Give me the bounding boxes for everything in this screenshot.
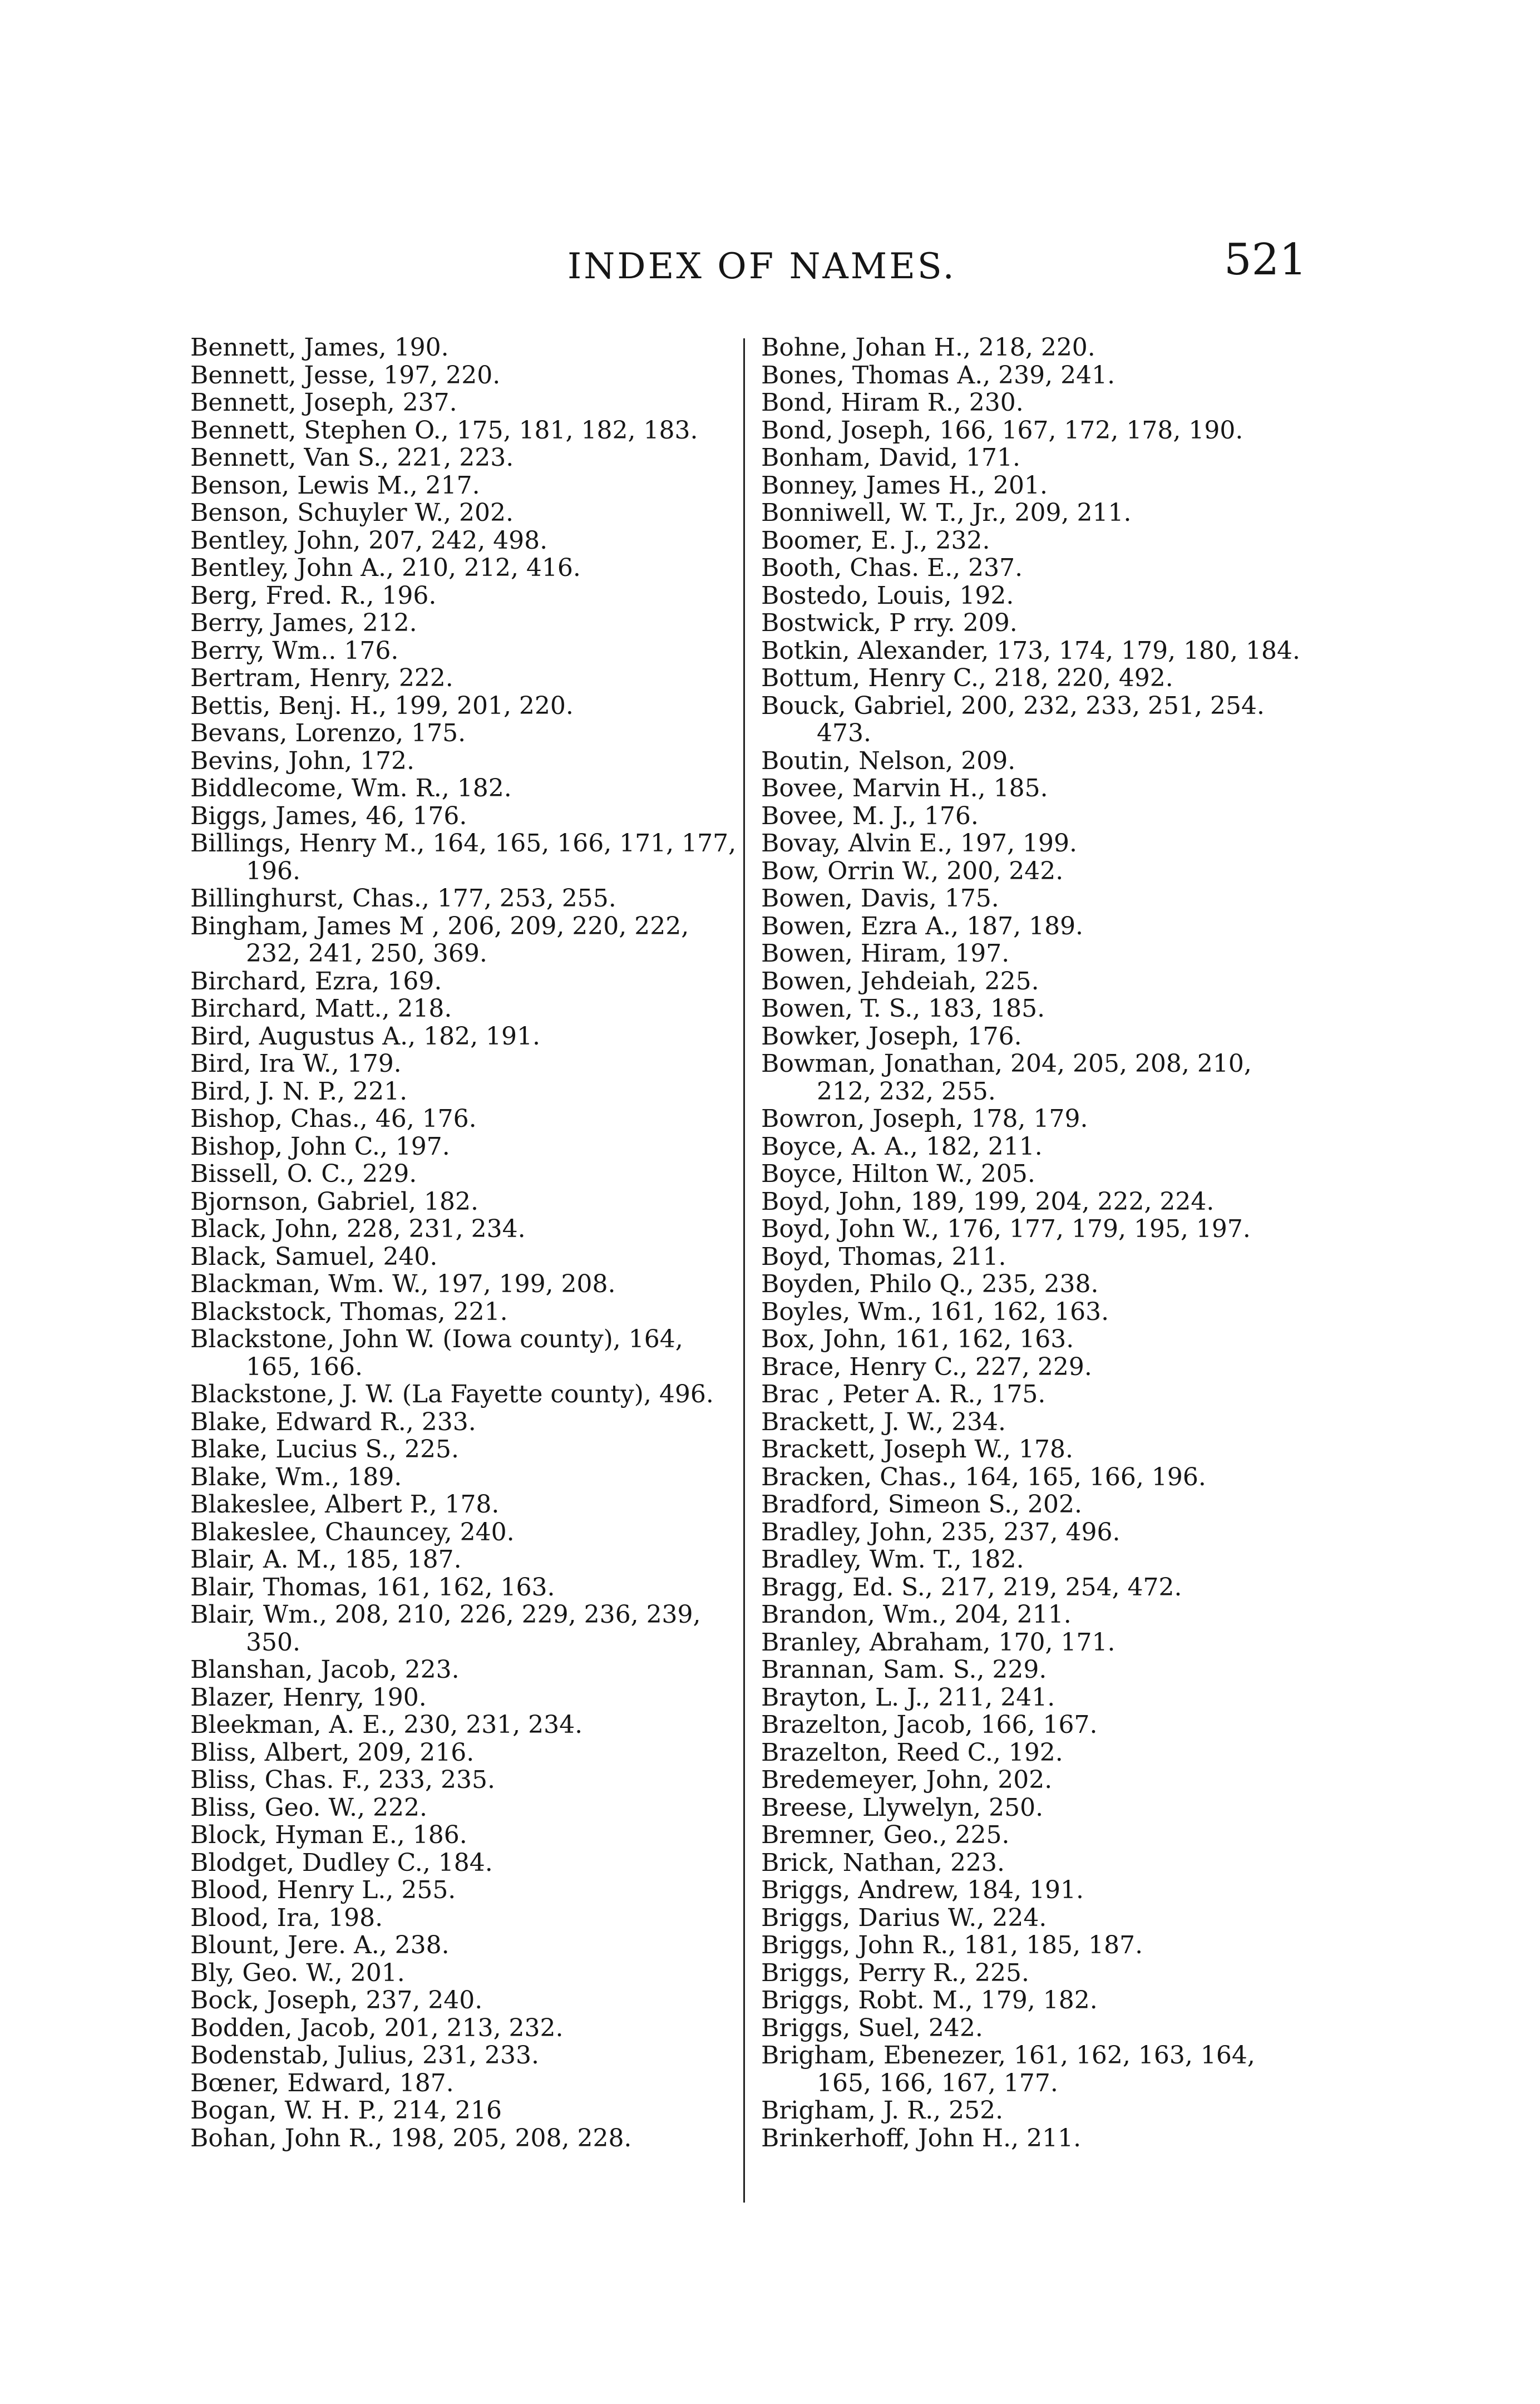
index-entry: Bishop, Chas., 46, 176. [190,1105,477,1133]
index-entry: Blazer, Henry, 190. [190,1683,427,1712]
index-entry: Bremner, Geo., 225. [761,1821,1010,1849]
index-entry: Bones, Thomas A., 239, 241. [761,361,1115,390]
index-entry: Bradford, Simeon S., 202. [761,1490,1083,1519]
index-entry: Blood, Henry L., 255. [190,1876,456,1904]
index-entry: Bowker, Joseph, 176. [761,1022,1022,1051]
index-entry: Bovee, M. J., 176. [761,801,979,830]
index-entry: Boyd, John W., 176, 177, 179, 195, 197. [761,1215,1251,1243]
index-entry: Boomer, E. J., 232. [761,526,990,555]
index-entry: Bowman, Jonathan, 204, 205, 208, 210, 212, 232, 255. [761,1050,1252,1106]
index-entry: Blackman, Wm. W., 197, 199, 208. [190,1270,616,1298]
index-entry: Boutin, Nelson, 209. [761,746,1016,775]
index-entry: Bostedo, Louis, 192. [761,581,1014,610]
index-entry: Briggs, John R., 181, 185, 187. [761,1931,1143,1959]
index-entry: Brinkerhoff, John H., 211. [761,2124,1082,2152]
index-entry: Bliss, Chas. F., 233, 235. [190,1766,495,1794]
index-entry: Bredemeyer, John, 202. [761,1766,1053,1794]
index-entry: Brace, Henry C., 227, 229. [761,1352,1092,1381]
index-entry: Bird, Augustus A., 182, 191. [190,1022,541,1051]
index-entry: Briggs, Perry R., 225. [761,1958,1029,1987]
index-entry: Blood, Ira, 198. [190,1903,383,1932]
index-entry: Briggs, Suel, 242. [761,2013,983,2042]
index-entry: Bottum, Henry C., 218, 220, 492. [761,664,1173,692]
index-entry: Blair, Wm., 208, 210, 226, 229, 236, 239, 350. [190,1600,701,1657]
index-entry: Blake, Wm., 189. [190,1462,402,1491]
index-entry: Branley, Abraham, 170, 171. [761,1628,1115,1657]
index-entry: Birchard, Matt., 218. [190,994,452,1023]
index-entry: Birchard, Ezra, 169. [190,967,442,996]
index-entry: Bond, Joseph, 166, 167, 172, 178, 190. [761,416,1243,445]
index-entry: Bennett, Joseph, 237. [190,388,457,417]
index-entry: Blount, Jere. A., 238. [190,1931,450,1959]
index-entry: Bragg, Ed. S., 217, 219, 254, 472. [761,1573,1182,1602]
index-entry: Brazelton, Jacob, 166, 167. [761,1711,1098,1739]
index-entry: Brigham, Ebenezer, 161, 162, 163, 164, 165, 166, 167, 177. [761,2041,1255,2097]
index-entry: Brigham, J. R., 252. [761,2096,1004,2125]
index-entry: Brac , Peter A. R., 175. [761,1380,1046,1408]
index-entry: Bennett, Jesse, 197, 220. [190,361,501,390]
index-entry: Bogan, W. H. P., 214, 216 [190,2096,502,2125]
index-entry: Bradley, John, 235, 237, 496. [761,1518,1121,1546]
index-entry: Blair, Thomas, 161, 162, 163. [190,1573,555,1602]
index-entry: Bentley, John, 207, 242, 498. [190,526,548,555]
index-entry: Brayton, L. J., 211, 241. [761,1683,1055,1712]
index-entry: Bennett, Stephen O., 175, 181, 182, 183. [190,416,698,445]
index-entry: Blake, Lucius S., 225. [190,1435,459,1464]
index-entry: Bliss, Geo. W., 222. [190,1793,427,1822]
index-entry: Brannan, Sam. S., 229. [761,1656,1047,1684]
index-entry: Bostwick, P rry. 209. [761,609,1018,637]
index-entry: Bœner, Edward, 187. [190,2068,454,2097]
index-entry: Brackett, Joseph W., 178. [761,1435,1073,1464]
index-entry: Bond, Hiram R., 230. [761,388,1024,417]
index-entry: Booth, Chas. E., 237. [761,554,1023,582]
index-entry: Bohne, Johan H., 218, 220. [761,333,1095,362]
index-entry: Bock, Joseph, 237, 240. [190,1986,483,2014]
index-entry: Blakeslee, Albert P., 178. [190,1490,500,1519]
index-entry: Breese, Llywelyn, 250. [761,1793,1044,1822]
index-entry: Biggs, James, 46, 176. [190,801,467,830]
index-entry: Billings, Henry M., 164, 165, 166, 171, 177, 196. [190,829,737,885]
index-entry: Blackstone, John W. (Iowa county), 164, 165, 166. [190,1325,683,1381]
index-entry: Bradley, Wm. T., 182. [761,1545,1024,1574]
index-entry: Bowen, Davis, 175. [761,884,999,913]
index-entry: Berg, Fred. R., 196. [190,581,437,610]
index-entry: Bonniwell, W. T., Jr., 209, 211. [761,499,1132,527]
index-entry: Billinghurst, Chas., 177, 253, 255. [190,884,616,913]
index-entry: Boyd, John, 189, 199, 204, 222, 224. [761,1187,1215,1216]
index-entry: Bevins, John, 172. [190,746,414,775]
index-entry: Bowen, T. S., 183, 185. [761,994,1045,1023]
index-entry: Blackstone, J. W. (La Fayette county), 496. [190,1380,714,1408]
index-entry: Black, Samuel, 240. [190,1242,438,1271]
index-entry: Bird, J. N. P., 221. [190,1077,408,1106]
index-entry: Bertram, Henry, 222. [190,664,453,692]
index-entry: Brazelton, Reed C., 192. [761,1738,1063,1767]
index-entry: Bonney, James H., 201. [761,471,1048,500]
index-entry: Brackett, J. W., 234. [761,1407,1006,1436]
index-entry: Bly, Geo. W., 201. [190,1958,405,1987]
index-entry: Bennett, Van S., 221, 223. [190,444,514,472]
index-entry: Box, John, 161, 162, 163. [761,1325,1074,1353]
index-entry: Bishop, John C., 197. [190,1132,450,1161]
index-entry: Bovay, Alvin E., 197, 199. [761,829,1078,858]
index-entry: Boyles, Wm., 161, 162, 163. [761,1297,1109,1326]
index-entry: Blake, Edward R., 233. [190,1407,476,1436]
index-entry: Bjornson, Gabriel, 182. [190,1187,478,1216]
index-entry: Block, Hyman E., 186. [190,1821,467,1849]
index-column-right [761,334,1312,2152]
index-entry: Bissell, O. C., 229. [190,1160,417,1188]
index-entry: Briggs, Robt. M., 179, 182. [761,1986,1098,2014]
index-entry: Berry, Wm.. 176. [190,636,399,665]
page-number: 521 [1224,235,1307,285]
index-entry: Bow, Orrin W., 200, 242. [761,856,1064,885]
index-entry: Bowen, Hiram, 197. [761,939,1010,968]
index-entry: Blair, A. M., 185, 187. [190,1545,462,1574]
index-entry: Bracken, Chas., 164, 165, 166, 196. [761,1462,1206,1491]
index-entry: Biddlecome, Wm. R., 182. [190,774,512,802]
index-entry: Boyce, Hilton W., 205. [761,1160,1035,1188]
index-entry: Benson, Schuyler W., 202. [190,499,514,527]
index-entry: Bowen, Ezra A., 187, 189. [761,912,1084,940]
index-entry: Black, John, 228, 231, 234. [190,1215,526,1243]
index-entry: Brick, Nathan, 223. [761,1848,1005,1877]
index-entry: Boyd, Thomas, 211. [761,1242,1006,1271]
index-entry: Bowron, Joseph, 178, 179. [761,1105,1088,1133]
index-entry: Bliss, Albert, 209, 216. [190,1738,475,1767]
index-entry: Bowen, Jehdeiah, 225. [761,967,1039,996]
index-entry: Bentley, John A., 210, 212, 416. [190,554,581,582]
index-entry: Bevans, Lorenzo, 175. [190,719,466,747]
index-entry: Bovee, Marvin H., 185. [761,774,1048,802]
index-entry: Boyce, A. A., 182, 211. [761,1132,1043,1161]
index-entry: Blakeslee, Chauncey, 240. [190,1518,515,1546]
index-entry: Benson, Lewis M., 217. [190,471,480,500]
index-entry: Bodenstab, Julius, 231, 233. [190,2041,539,2070]
index-entry: Blanshan, Jacob, 223. [190,1656,460,1684]
index-entry: Bird, Ira W., 179. [190,1050,402,1078]
index-entry: Blodget, Dudley C., 184. [190,1848,493,1877]
index-entry: Botkin, Alexander, 173, 174, 179, 180, 184. [761,636,1300,665]
index-entry: Bingham, James M , 206, 209, 220, 222, 232, 241, 250, 369. [190,912,689,968]
index-entry: Bohan, John R., 198, 205, 208, 228. [190,2124,632,2152]
index-entry: Briggs, Andrew, 184, 191. [761,1876,1084,1904]
index-entry: Boyden, Philo Q., 235, 238. [761,1270,1099,1298]
index-entry: Bettis, Benj. H., 199, 201, 220. [190,691,574,720]
index-entry: Bouck, Gabriel, 200, 232, 233, 251, 254. 473. [761,691,1265,747]
index-entry: Blackstock, Thomas, 221. [190,1297,508,1326]
index-entry: Brandon, Wm., 204, 211. [761,1600,1072,1629]
index-entry: Bonham, David, 171. [761,444,1020,472]
index-entry: Berry, James, 212. [190,609,417,637]
page-title: INDEX OF NAMES. [567,246,956,287]
index-entry: Briggs, Darius W., 224. [761,1903,1047,1932]
index-column-left [190,334,737,2152]
index-entry: Bennett, James, 190. [190,333,449,362]
index-entry: Bleekman, A. E., 230, 231, 234. [190,1711,583,1739]
index-entry: Bodden, Jacob, 201, 213, 232. [190,2013,564,2042]
